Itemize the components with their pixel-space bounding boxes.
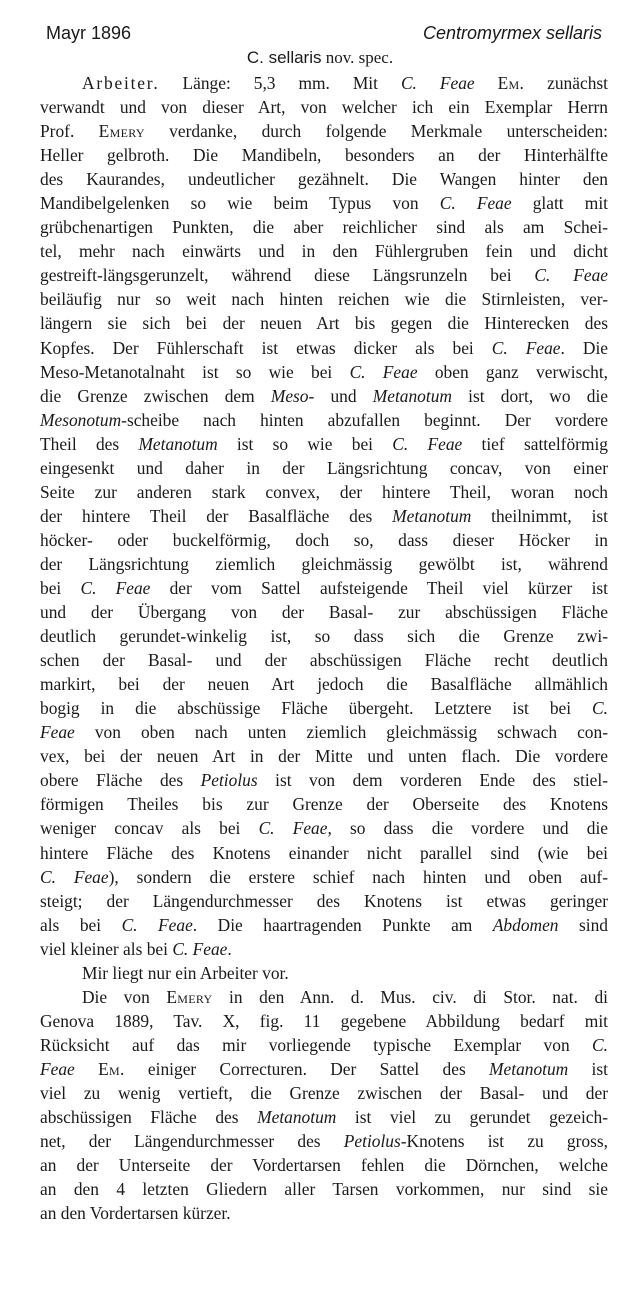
text-line: Mir liegt nur ein Arbeiter vor. (82, 962, 289, 983)
text-line: net, der Längendurchmesser des Petiolus-Knotens ist zu gross, (40, 1131, 608, 1152)
text-line: abschüssigen Fläche des Metanotum ist viel zu gerundet gezeich- (40, 1107, 608, 1128)
text-line: Mandibelgelenken so wie beim Typus von C. Feae glatt mit (40, 193, 608, 214)
text-line: Genova 1889, Tav. X, fig. 11 gegebene Abbildung bedarf mit (40, 1010, 608, 1031)
text-line: Feae Em. einiger Correcturen. Der Sattel des Metanotum ist (40, 1058, 608, 1079)
text-line: an der Unterseite der Vordertarsen fehlen die Dörnchen, welche (40, 1155, 608, 1176)
text-line: markirt, bei der neuen Art jedoch die Basalfläche allmählich (40, 674, 608, 695)
text-line: C. Feae), sondern die erstere schief nach hinten und oben auf- (40, 866, 608, 887)
text-line: Arbeiter. Länge: 5,3 mm. Mit C. Feae Em. zunächst (82, 73, 608, 93)
text-line: längern sie sich bei der neuen Art bis gegen die Hinterecken des (40, 313, 608, 334)
text-line: der Längsrichtung ziemlich gleichmässig gewölbt ist, während (40, 553, 608, 574)
text-line: obere Fläche des Petiolus ist von dem vorderen Ende des stiel- (40, 770, 608, 791)
text-line: förmigen Theiles bis zur Grenze der Oberseite des Knotens (40, 794, 608, 815)
text-line: bogig in die abschüssige Fläche übergeht. Letztere ist bei C. (40, 698, 608, 719)
text-line: Die von Emery in den Ann. d. Mus. civ. di Stor. nat. di (82, 986, 608, 1007)
text-line: viel kleiner als bei C. Feae. (40, 938, 232, 959)
text-line: deutlich gerundet-winkelig ist, so dass sich die Grenze zwi- (40, 626, 608, 647)
text-line: gestreift-längsgerunzelt, während diese Längsrunzeln bei C. Feae (40, 265, 608, 286)
text-line: verwandt und von dieser Art, von welcher ich ein Exemplar Herrn (40, 97, 608, 118)
text-line: die Grenze zwischen dem Meso- und Metanotum ist dort, wo die (40, 385, 608, 406)
text-line: bei C. Feae der vom Sattel aufsteigende Theil viel kürzer ist (40, 577, 608, 598)
text-line: eingesenkt und daher in der Längsrichtung concav, von einer (40, 457, 608, 478)
text-line: Meso-Metanotalnaht ist so wie bei C. Feae oben ganz verwischt, (40, 361, 609, 382)
text-line: an den Vordertarsen kürzer. (40, 1203, 231, 1224)
text-line: an den 4 letzten Gliedern aller Tarsen vorkommen, nur sind sie (40, 1179, 608, 1200)
text-line: Heller gelbroth. Die Mandibeln, besonders an der Hinterhälfte (40, 145, 608, 166)
text-line: Seite zur anderen stark convex, der hintere Theil, woran noch (40, 481, 608, 502)
species-title (0, 47, 640, 69)
text-line: und der Übergang von der Basal- zur abschüssigen Fläche (40, 602, 608, 623)
text-line: Theil des Metanotum ist so wie bei C. Feae tief sattelförmig (40, 433, 608, 454)
text-line: tel, mehr nach einwärts und in den Fühlergruben fein und dicht (40, 241, 608, 262)
text-line: als bei C. Feae. Die haartragenden Punkte am Abdomen sind (40, 914, 608, 935)
text-line: weniger concav als bei C. Feae, so dass die vordere und die (40, 818, 608, 839)
species-title-name: C. sellaris (246, 48, 322, 67)
text-line: des Kaurandes, undeutlicher gezähnelt. Die Wangen hinter den (40, 169, 608, 190)
text-line: Rücksicht auf das mir vorliegende typische Exemplar von C. (40, 1034, 608, 1055)
text-line: Kopfes. Der Fühlerschaft ist etwas dicker als bei C. Feae. Die (40, 337, 608, 358)
text-line: hintere Fläche des Knotens einander nicht parallel sind (wie bei (40, 842, 608, 863)
text-line: vex, bei der neuen Art in der Mitte und unten flach. Die vordere (40, 746, 608, 767)
species-title-status: nov. spec. (325, 48, 394, 67)
text-line: höcker- oder buckelförmig, doch so, dass dieser Höcker in (40, 529, 608, 550)
header-species-name: Centromyrmex sellaris (422, 23, 602, 43)
description-text (40, 71, 608, 1225)
text-line: steigt; der Längendurchmesser des Knotens ist etwas geringer (40, 890, 608, 911)
text-line: viel zu wenig vertieft, die Grenze zwischen der Basal- und der (40, 1082, 608, 1103)
text-line: Prof. Emery verdanke, durch folgende Merkmale unterscheiden: (40, 121, 609, 142)
header-author-year: Mayr 1896 (46, 23, 132, 43)
text-line: grübchenartigen Punkten, die aber reichlicher sind als am Schei- (40, 217, 608, 238)
text-line: der hintere Theil der Basalfläche des Metanotum theilnimmt, ist (40, 505, 609, 526)
text-line: schen der Basal- und der abschüssigen Fläche recht deutlich (40, 650, 608, 671)
text-line: beiläufig nur so weit nach hinten reichen wie die Stirnleisten, ver- (40, 289, 608, 310)
text-line: Feae von oben nach unten ziemlich gleichmässig schwach con- (40, 722, 608, 743)
text-line: Mesonotum-scheibe nach hinten abzufallen beginnt. Der vordere (40, 409, 608, 430)
